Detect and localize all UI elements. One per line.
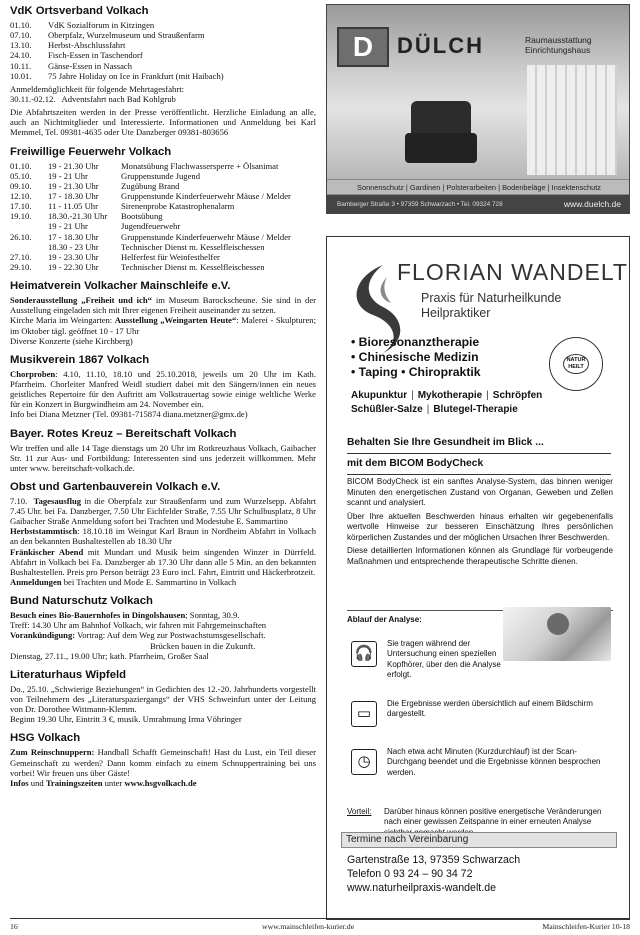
schedule-time: 19 - 21.30 Uhr <box>48 180 99 191</box>
website-link[interactable]: www.hsgvolkach.de <box>124 777 197 788</box>
paragraph <box>10 630 316 640</box>
paragraph <box>10 369 316 410</box>
step-text: Sie tragen während der Untersuchung einen speziellen Kopfhörer, über den die Analyse erfolgt. <box>387 639 501 680</box>
section-heimatverein <box>10 279 316 346</box>
step-screen <box>347 699 613 729</box>
section-hsg <box>10 731 316 788</box>
event-date: 24.10. <box>10 50 32 61</box>
schedule-date: 19.10. <box>10 211 32 222</box>
schedule-text: Technischer Dienst m. Kesselfleischessen <box>121 241 265 252</box>
duelch-logo <box>337 27 629 67</box>
step-headphones <box>347 639 613 689</box>
bold-text: Besuch eines Bio-Bauernhofes in Dingolshausen <box>10 610 186 621</box>
event-row <box>10 61 316 71</box>
bullet-text: Taping <box>358 365 398 379</box>
bold-text: Trainingszeiten <box>45 777 103 788</box>
event-row <box>10 20 316 30</box>
page-footer <box>10 918 630 932</box>
schedule-row <box>10 181 316 191</box>
schedule-row <box>10 221 316 231</box>
headline-line: Behalten Sie Ihre Gesundheit im Blick ... <box>347 433 611 454</box>
text: Vortrag: Auf dem Weg zur Postwachstumsgesellschaft. <box>75 630 266 641</box>
text: Handball Schafft Gemeinschaft! Hast du Lust, ein Teil dieser Gemeinschaft zu werden? Dann komm einfach zu einem Schnuppertraining bei uns vorbei! Wir freuen uns über Gäste! <box>10 747 316 778</box>
text: 7.10. <box>10 495 34 506</box>
website-link[interactable]: www.mainschleifen-kurier.de <box>262 922 355 931</box>
text: und <box>28 777 46 788</box>
schedule-time: 17 - 18.30 Uhr <box>48 231 99 242</box>
text: : 4.10, 11.10, 18.10 und 25.10.2018, jeweils um 20 Uhr im Kath. Pfarrheim. Chorleiter Manfred Weidl studiert dabei mit den Sängern/innen ein neues geistliches Repertoire für den Auftritt am Volkstrauertag sowie einige weltliche Werke für ein Konzert in Burgwindheim am 24. November ein. <box>10 368 316 410</box>
subtitle-line: Heilpraktiker <box>421 306 491 320</box>
text: Kirche Maria im Weingarten: <box>10 315 115 326</box>
paragraph: Do., 25.10. „Schwierige Beziehungen“ in Gedichten des 12.-20. Jahrhunderts vorgestellt von Teilnehmern des „Literaturspaziergangs“ der VHS Schweinfurt unter der Leitung von Dr. Dorothee Wittmann-Klemm. <box>10 683 316 715</box>
event-date: 13.10. <box>10 40 32 51</box>
schedule-text: Bootsübung <box>121 211 163 222</box>
info-text: Die Abfahrtszeiten werden in der Presse veröffentlicht. Herzliche Einladung an alle, auch an Nichtmitglieder und Interessierte. Informationen und Anmeldung bei Karl Memmel, Tel. 09381-4635 oder Ute Danzberger 09381-803656 <box>10 107 316 138</box>
event-text: Gänse-Essen in Nassach <box>48 60 133 71</box>
bicom-headline <box>347 433 611 475</box>
paragraph: Diese detaillierten Informationen können als Grundlage für vorbeugende Maßnahmen und entsprechende therapeutische Schritte dienen. <box>347 546 613 566</box>
text: im Museum Barockscheune. Sie sind in der Ausstellung eingeladen sich mit Ihrer eigenen Freiheit auseinander zu setzen. <box>10 295 317 316</box>
issue-label: Mainschleifen-Kurier 10-18 <box>542 922 630 931</box>
therapy-item: Akupunktur <box>351 390 408 401</box>
event-row <box>10 71 316 81</box>
text: bei Trachten und Mode E. Sammartino in Volkach <box>61 577 237 588</box>
schedule-row <box>10 211 316 221</box>
event-date: 01.10. <box>10 20 32 30</box>
section-title: Bund Naturschutz Volkach <box>10 595 153 608</box>
schedule-time: 18.30 - 23 Uhr <box>48 241 99 252</box>
bullet-item: • Taping • Chiropraktik <box>351 365 481 379</box>
section-title: Heimatverein Volkacher Mainschleife e.V. <box>10 280 231 293</box>
headphones-icon: 🎧 <box>351 641 377 667</box>
contact-block <box>347 853 520 895</box>
service-bullets <box>351 335 481 380</box>
schedule-row <box>10 191 316 201</box>
blinds-image <box>527 65 617 175</box>
schedule-date: 01.10. <box>10 160 32 171</box>
paragraph <box>10 315 316 335</box>
paragraph: Brücken bauen in die Zukunft. <box>150 640 256 651</box>
advert-duelch <box>326 4 630 214</box>
schedule-text: Gruppenstunde Kinderfeuerwehr Mäuse / Melder <box>121 231 291 242</box>
advert-naturheilpraxis <box>326 236 630 920</box>
schedule-text: Jugendfeuerwehr <box>121 221 181 232</box>
therapy-row: Schüßler-Salze | Blutegel-Therapie <box>351 404 518 415</box>
schedule-text: Gruppenstunde Kinderfeuerwehr Mäuse / Melder <box>121 190 291 201</box>
street-address: Gartenstraße 13, 97359 Schwarzach <box>347 854 521 866</box>
event-row <box>10 40 316 50</box>
schedule-date: 26.10. <box>10 231 32 242</box>
section-title: Obst und Gartenbauverein Volkach e.V. <box>10 480 221 493</box>
section-vdk <box>10 4 316 138</box>
event-text: Oberpfalz, Wurzelmuseum und Straußenfarm <box>48 30 205 41</box>
schedule-time: 19 - 21 Uhr <box>48 170 88 181</box>
event-date: 07.10. <box>10 30 32 41</box>
schedule-row <box>10 161 316 171</box>
paragraph <box>10 778 316 788</box>
therapy-row: Akupunktur | Mykotherapie | Schröpfen <box>351 390 543 401</box>
event-text: Fisch-Essen in Taschendorf <box>48 50 143 61</box>
section-literaturhaus <box>10 668 316 725</box>
info-text: Info bei Diana Metzner (Tel. 09381-715874 diana.metzner@gmx.de) <box>10 409 248 420</box>
therapy-item: Schröpfen <box>492 390 543 401</box>
schedule-text: Technischer Dienst m. Kesselfleischessen <box>121 261 265 272</box>
website-link[interactable]: www.duelch.de <box>563 199 621 209</box>
schedule-time: 19 - 21 Uhr <box>48 221 88 232</box>
schedule-text: Zugübung Brand <box>121 180 180 191</box>
website-link[interactable]: www.naturheilpraxis-wandelt.de <box>347 882 496 894</box>
bold-text: Zum Reinschnuppern: <box>10 747 95 758</box>
text: mit Mundart und Musik beim singenden Winzer in Dürrfeld. Abfahrt in Volkach bei Fa. Danzberger ab 17.30 Uhr dann alle 5 Min. an den bekannten Bushaltestellen. Preis pro Person beträgt 23 Euro incl. Fahrt, Eintritt und Häckerbrotzeit. <box>10 546 316 577</box>
bold-text: Tagesausflug <box>33 495 82 506</box>
paragraph: Wir treffen und alle 14 Tage dienstags um 20 Uhr im Rotkreuzhaus Volkach, Gaibacher Str. 11 zur Aus- und Fortbildung: Interessenten sind uns jederzeit willkommen. Mehr unter www. bereitschaft-volkach.de. <box>10 442 316 473</box>
paragraph <box>10 577 316 587</box>
text: in die Oberpfalz zur Straußenfarm und zum Wurzelsepp. Abfahrt 7.45 Uhr. bei Fa. Danzberger, 7.50 Uhr Eichfelder Straße, 7.55 Uhr Schulbusplatz, 8 Uhr Gaibacher Straße Anmeldung sofort bei Trachten und Modestube E. Sammartino <box>10 495 316 527</box>
bullet-item: • Bioresonanztherapie <box>351 335 480 349</box>
page-number: 16 <box>10 922 18 931</box>
clock-icon: ◷ <box>351 749 377 775</box>
bold-text: Sonderausstellung „Freiheit und ich“ <box>10 295 152 306</box>
schedule-time: 19 - 23.30 Uhr <box>48 251 99 262</box>
armchair-seat-image <box>405 133 477 163</box>
association-seal <box>549 337 603 391</box>
bold-text: Ausstellung „Weingarten Heute“ <box>114 315 237 326</box>
therapy-item: Schüßler-Salze <box>351 404 423 415</box>
schedule-time: 17 - 18.30 Uhr <box>48 190 99 201</box>
event-text: Herbst-Abschlussfahrt <box>48 40 126 51</box>
schedule-row <box>10 232 316 242</box>
step-timer <box>347 747 613 787</box>
schedule-row <box>10 262 316 272</box>
step-text: Nach etwa acht Minuten (Kurzdurchlauf) ist der Scan-Durchgang beendet und die Ergebnisse können besprochen werden. <box>387 747 601 777</box>
headline-line: mit dem BICOM BodyCheck <box>347 454 611 475</box>
paragraph <box>10 295 316 315</box>
schedule-text: Helferfest für Weinfesthelfer <box>121 251 220 262</box>
bullet-text: Chinesische Medizin <box>358 350 479 364</box>
schedule-text: Gruppenstunde Jugend <box>121 170 201 181</box>
bullet-text: Bioresonanztherapie <box>358 335 480 349</box>
paragraph <box>10 526 316 546</box>
address-text: Bamberger Straße 3 • 97359 Schwarzach • Tel. 09324 728 <box>337 201 503 208</box>
section-obst-gartenbau <box>10 480 316 587</box>
schedule-date: 27.10. <box>10 251 32 262</box>
section-bund-naturschutz <box>10 594 316 661</box>
section-title: VdK Ortsverband Volkach <box>10 5 149 17</box>
paragraph <box>10 496 316 526</box>
section-musikverein <box>10 353 316 420</box>
schedule-date: 29.10. <box>10 261 32 272</box>
schedule-row <box>10 171 316 181</box>
schedule-row <box>10 201 316 211</box>
schedule-table <box>10 161 316 273</box>
section-rotes-kreuz <box>10 427 316 473</box>
paragraph: Diverse Konzerte (siehe Kirchberg) <box>10 335 133 346</box>
practitioner-name: FLORIAN WANDELT <box>397 259 628 285</box>
bold-text: Vorankündigung: <box>10 630 76 641</box>
logo-letter: D <box>337 27 389 67</box>
company-tagline <box>525 35 592 55</box>
schedule-date <box>10 242 48 252</box>
practice-subtitle <box>421 291 561 321</box>
text: : Malerei - Skulpturen; im Oktober tägl. geöffnet 10 - 17 Uhr <box>10 315 316 336</box>
schedule-time: 19 - 22.30 Uhr <box>48 261 99 272</box>
seal-text: NATUR HEILT <box>563 354 589 374</box>
address-bar <box>327 195 630 214</box>
schedule-text: Sirenenprobe Katastrophenalarm <box>121 201 235 212</box>
bicom-description <box>347 477 613 570</box>
event-row <box>10 50 316 60</box>
paragraph: Treff: 14.30 Uhr am Bahnhof Volkach, wir fahren mit Fahrgemeinschaften <box>10 620 267 631</box>
section-title: HSG Volkach <box>10 732 81 745</box>
section-title: Freiwillige Feuerwehr Volkach <box>10 145 172 158</box>
bullet-text: Chiropraktik <box>408 365 481 379</box>
section-feuerwehr <box>10 145 316 273</box>
head-shape <box>547 613 569 635</box>
tagline-line: Einrichtungshaus <box>525 45 591 55</box>
schedule-time: 11 - 11.05 Uhr <box>48 201 98 212</box>
paragraph <box>10 610 316 620</box>
schedule-date <box>10 221 48 231</box>
appointment-banner: Termine nach Vereinbarung <box>341 832 617 848</box>
services-bar: Sonnenschutz | Gardinen | Polsterarbeiten | Bodenbeläge | Insektenschutz <box>327 179 630 195</box>
schedule-time: 19 - 21.30 Uhr <box>48 160 99 171</box>
section-title: Musikverein 1867 Volkach <box>10 353 150 366</box>
event-text: 75 Jahre Holiday on Ice in Frankfurt (mit Haibach) <box>48 70 224 81</box>
company-name: DÜLCH <box>397 33 484 58</box>
bold-text: Infos <box>10 777 29 788</box>
bold-text: Herbststammtisch <box>10 526 78 537</box>
paragraph: Beginn 19.30 Uhr, Eintritt 3 €, musik. Umrahmung Irma Vöhringer <box>10 714 242 725</box>
mehrtages-intro: Anmeldemöglichkeit für folgende Mehrtagesfahrt: <box>10 83 184 94</box>
text: unter <box>102 777 125 788</box>
mehrtages-item: 30.11.-02.12. Adventsfahrt nach Bad Kohlgrub <box>10 93 176 104</box>
paragraph <box>10 547 316 577</box>
tagline-line: Raumausstattung <box>525 35 592 45</box>
bold-text: Chorproben <box>10 368 56 379</box>
vorteil-label: Vorteil: <box>347 807 372 816</box>
phone-number: Telefon 0 93 24 – 90 34 72 <box>347 868 473 880</box>
schedule-row <box>10 252 316 262</box>
schedule-date: 09.10. <box>10 180 32 191</box>
schedule-time: 18.30.-21.30 Uhr <box>48 211 108 222</box>
ablauf-heading: Ablauf der Analyse: <box>347 610 613 624</box>
paragraph: Dienstag, 27.11., 19.00 Uhr; kath. Pfarrheim, Großer Saal <box>10 650 209 661</box>
text: : 18.10.18 im Weingut Karl Braun in Nordheim Abfahrt in Volkach an den bekannten Bushaltestellen ab 18.30 Uhr <box>10 526 316 547</box>
section-title: Bayer. Rotes Kreuz – Bereitschaft Volkach <box>10 427 237 440</box>
event-date: 10.11. <box>10 60 32 71</box>
bold-text: Fränkischer Abend <box>10 546 84 557</box>
paragraph <box>10 747 316 777</box>
subtitle-line: Praxis für Naturheilkunde <box>421 291 562 305</box>
monitor-icon: ▭ <box>351 701 377 727</box>
schedule-text: Monatsübung Flachwassersperre + Ölsanimat <box>121 160 279 171</box>
step-text: Die Ergebnisse werden übersichtlich auf einem Bildschirm dargestellt. <box>387 699 593 719</box>
schedule-date: 17.10. <box>10 201 32 212</box>
section-title: Literaturhaus Wipfeld <box>10 668 127 681</box>
event-date: 10.01. <box>10 70 32 81</box>
event-text: VdK Sozialforum in Kitzingen <box>48 20 155 30</box>
paragraph: Über Ihre aktuellen Beschwerden hinaus erhalten wir gegebenenfalls wertvolle Hinweise zur besseren Einschätzung Ihres persönlichen körperlichen Zustandes und der möglichen Ursachen Ihrer Beschwerden. <box>347 511 613 542</box>
event-row <box>10 30 316 40</box>
event-list <box>10 20 316 81</box>
bold-text: Anmeldungen <box>10 577 62 588</box>
therapy-list <box>351 389 542 417</box>
schedule-row <box>10 242 316 252</box>
paragraph: BICOM BodyCheck ist ein sanftes Analyse-System, das binnen weniger Minuten den energetischen Zustand von Organan, Geweben und Zellen scannt und analysiert. <box>347 477 613 507</box>
schedule-date: 05.10. <box>10 170 32 181</box>
vorteil-text: Darüber hinaus können positive energetische Veränderungen nach einer gewissen Zeitspanne in einer erneuten Analyse <box>384 807 602 827</box>
text: ; Sonntag, 30.9. <box>185 610 240 621</box>
bullet-item: • Chinesische Medizin <box>351 350 479 364</box>
therapy-item: Mykotherapie <box>417 390 483 401</box>
therapy-item: Blutegel-Therapie <box>433 404 518 415</box>
left-column <box>10 4 316 792</box>
schedule-date: 12.10. <box>10 190 32 201</box>
